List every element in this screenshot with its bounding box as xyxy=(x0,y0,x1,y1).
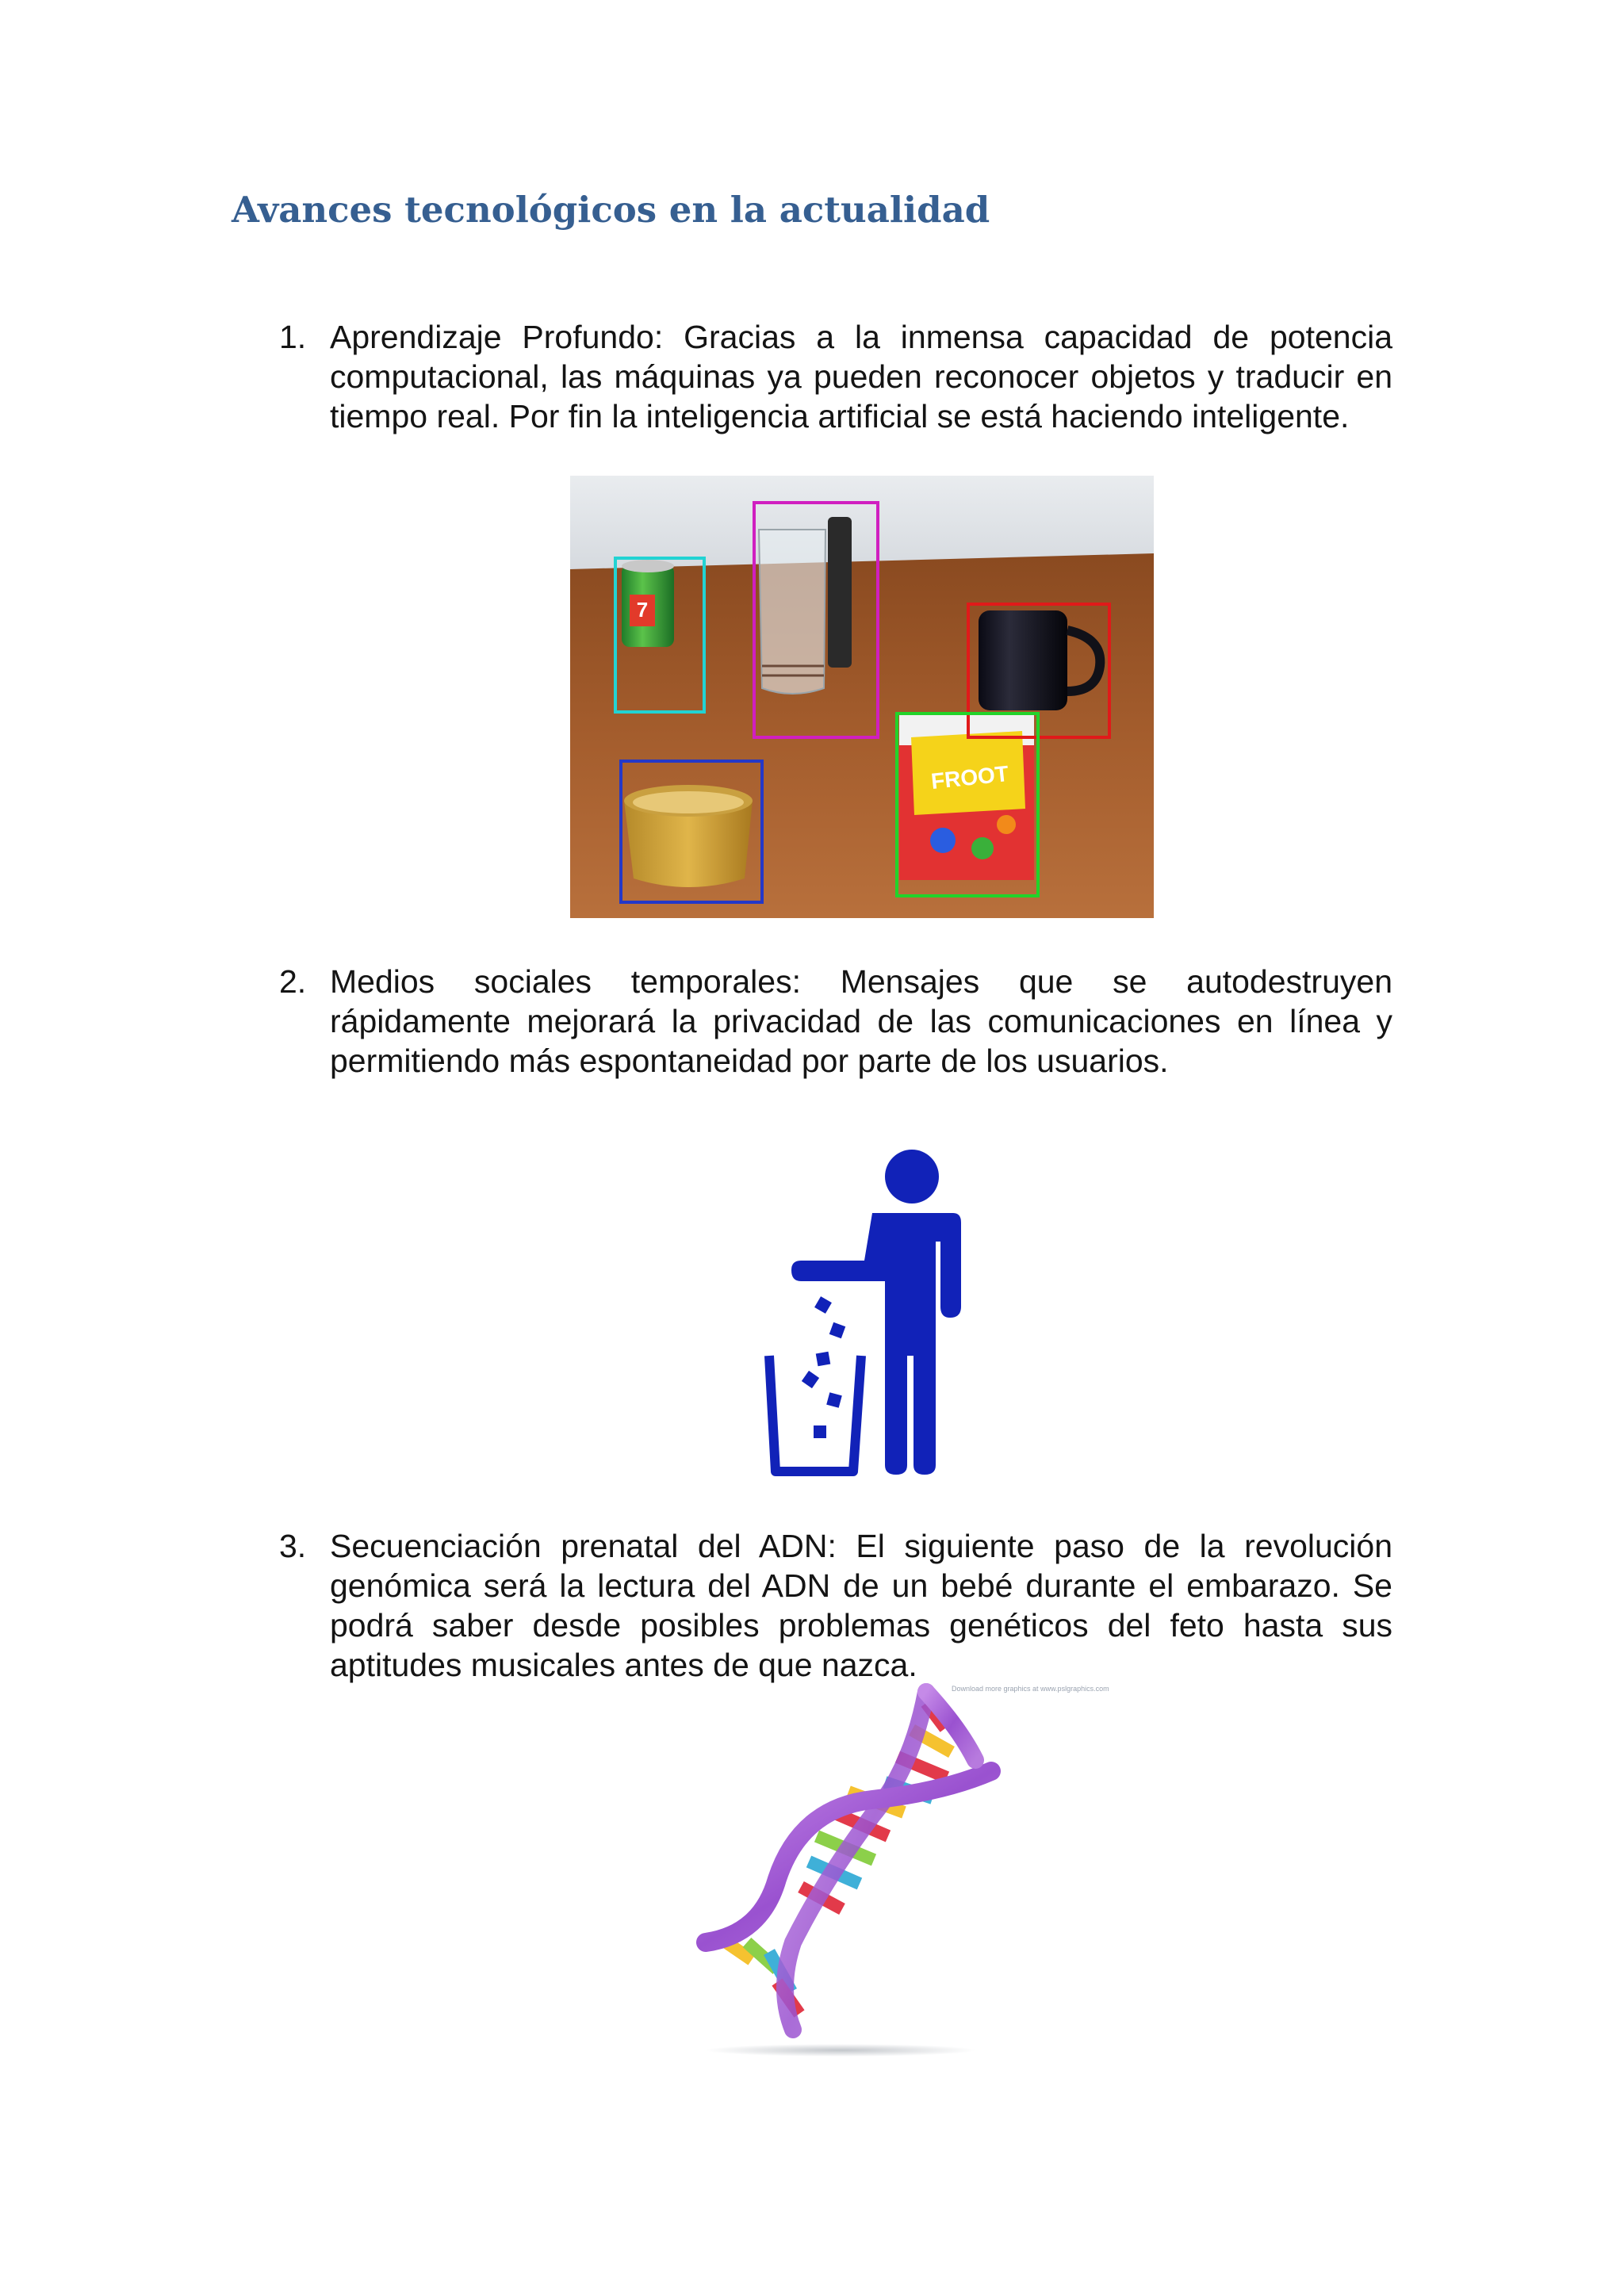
list-item-text: Medios sociales temporales: Mensajes que se autodestruyen rápidamente mejorará la privacidad de las comunicaciones en línea y permitiendo más espontaneidad por parte de los usuarios. xyxy=(330,963,1392,1079)
list-item-3 xyxy=(279,1526,1392,1685)
image-credit: Download more graphics at www.pslgraphics.com xyxy=(952,1685,1109,1693)
list-item-text: Aprendizaje Profundo: Gracias a la inmensa capacidad de potencia computacional, las máquinas ya pueden reconocer objetos y traducir en tiempo real. Por fin la inteligencia artificial se está haciendo inteligente. xyxy=(330,319,1392,434)
person-trash-icon xyxy=(745,1148,983,1481)
page-title: Avances tecnológicos en la actualidad xyxy=(232,189,990,231)
list-item-number: 1. xyxy=(279,319,307,355)
svg-text:FROOT: FROOT xyxy=(929,761,1010,794)
list-item-number: 2. xyxy=(279,963,307,1000)
object-detection-photo xyxy=(570,476,1154,918)
dna-helix-icon xyxy=(674,1681,1055,2061)
list-item-text: Secuenciación prenatal del ADN: El siguiente paso de la revolución genómica será la lectura del ADN de un bebé durante el embarazo. Se podrá saber desde posibles problemas genéticos del feto hasta sus aptitudes musicales antes de que nazca. xyxy=(330,1528,1392,1683)
list-item-2 xyxy=(279,962,1392,1081)
list-item-number: 3. xyxy=(279,1528,307,1564)
svg-text:7: 7 xyxy=(636,598,649,622)
list-item-1 xyxy=(279,317,1392,436)
